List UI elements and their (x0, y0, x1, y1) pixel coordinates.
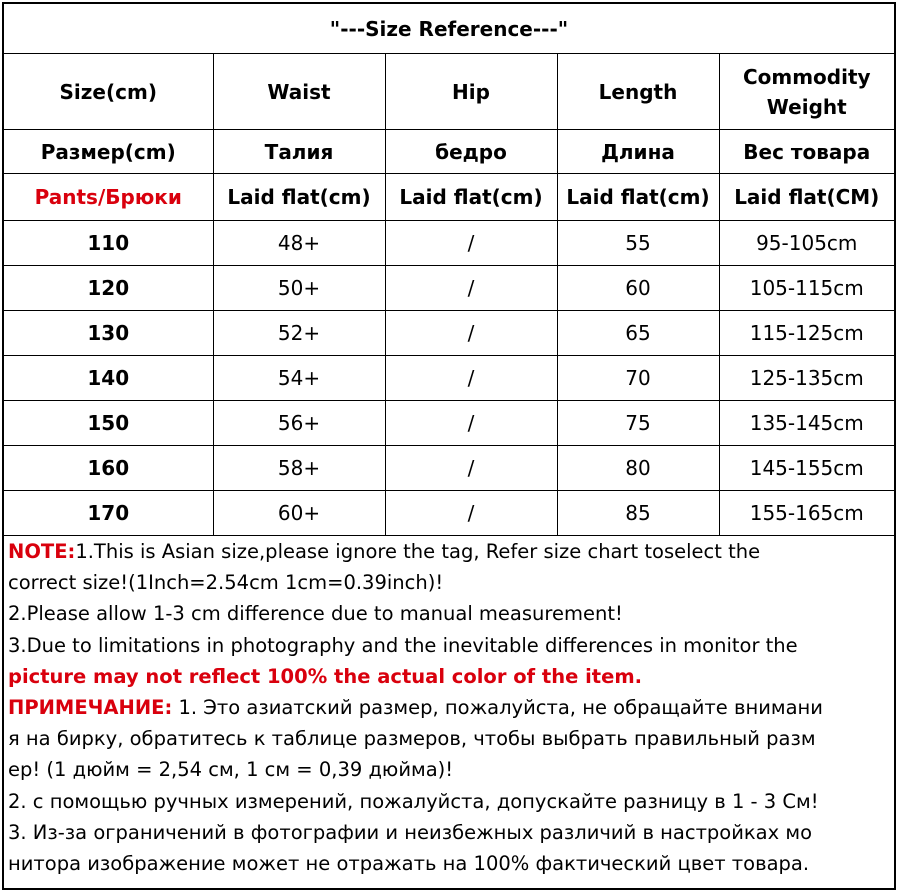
header-waist-ru: Талия (213, 130, 385, 174)
hip-cell: / (385, 401, 557, 446)
weight-measure-label: Laid flat(CM) (719, 174, 894, 221)
weight-cell: 125-135cm (719, 356, 894, 401)
size-cell: 170 (4, 491, 213, 536)
waist-cell: 50+ (213, 266, 385, 311)
waist-measure-label: Laid flat(cm) (213, 174, 385, 221)
note-line: я на бирку, обратитесь к таблице размеров, чтобы выбрать правильный разм (8, 727, 816, 751)
table-row (4, 356, 894, 401)
waist-cell: 48+ (213, 221, 385, 266)
waist-cell: 54+ (213, 356, 385, 401)
weight-cell: 155-165cm (719, 491, 894, 536)
weight-cell: 135-145cm (719, 401, 894, 446)
size-cell: 160 (4, 446, 213, 491)
waist-cell: 60+ (213, 491, 385, 536)
hip-cell: / (385, 311, 557, 356)
length-cell: 55 (557, 221, 719, 266)
size-cell: 120 (4, 266, 213, 311)
size-cell: 110 (4, 221, 213, 266)
table-row (4, 221, 894, 266)
note-line: 3.Due to limitations in photography and the inevitable differences in monitor the (8, 633, 798, 657)
waist-cell: 58+ (213, 446, 385, 491)
size-cell: 140 (4, 356, 213, 401)
note-line: 3. Из-за ограничений в фотографии и неизбежных различий в настройках мо (8, 820, 813, 844)
size-cell: 150 (4, 401, 213, 446)
length-measure-label: Laid flat(cm) (557, 174, 719, 221)
notes-section (8, 536, 890, 879)
length-cell: 75 (557, 401, 719, 446)
table-row (4, 311, 894, 356)
table-row (4, 491, 894, 536)
category-label: Pants/Брюки (4, 174, 213, 221)
note-highlight: picture may not reflect 100% the actual color of the item. (8, 664, 643, 688)
waist-cell: 52+ (213, 311, 385, 356)
hip-cell: / (385, 491, 557, 536)
length-cell: 65 (557, 311, 719, 356)
size-cell: 130 (4, 311, 213, 356)
header-hip: Hip (385, 54, 557, 130)
table-row (4, 446, 894, 491)
weight-cell: 105-115cm (719, 266, 894, 311)
length-cell: 60 (557, 266, 719, 311)
note-line: 2. с помощью ручных измерений, пожалуйста, допускайте разницу в 1 - 3 См! (8, 789, 819, 813)
table-row (4, 266, 894, 311)
note-line: 2.Please allow 1-3 cm difference due to manual measurement! (8, 602, 623, 626)
note-line (8, 692, 890, 723)
weight-cell: 95-105cm (719, 221, 894, 266)
header-waist: Waist (213, 54, 385, 130)
header-weight-ru: Вес товара (719, 130, 894, 174)
header-length: Length (557, 54, 719, 130)
header-size: Size(cm) (4, 54, 213, 130)
header-row-english (4, 54, 894, 130)
chart-title: "---Size Reference---" (4, 4, 894, 54)
hip-measure-label: Laid flat(cm) (385, 174, 557, 221)
note-line (8, 536, 890, 567)
hip-cell: / (385, 446, 557, 491)
waist-cell: 56+ (213, 401, 385, 446)
size-table (4, 54, 894, 536)
header-length-ru: Длина (557, 130, 719, 174)
header-size-ru: Размер(cm) (4, 130, 213, 174)
note-line: нитора изображение может не отражать на 100% фактический цвет товара. (8, 852, 810, 876)
table-row (4, 401, 894, 446)
note-text: 1.This is Asian size,please ignore the tag, Refer size chart toselect the (75, 540, 761, 563)
hip-cell: / (385, 266, 557, 311)
hip-cell: / (385, 221, 557, 266)
header-row-russian (4, 130, 894, 174)
header-hip-ru: бедро (385, 130, 557, 174)
size-chart (2, 2, 896, 890)
note-line-highlight (8, 661, 890, 692)
note-line: ер! (1 дюйм = 2,54 см, 1 см = 0,39 дюйма)! (8, 758, 454, 782)
note-label: NOTE: (8, 540, 76, 563)
length-cell: 70 (557, 356, 719, 401)
hip-cell: / (385, 356, 557, 401)
ru-note-label: ПРИМЕЧАНИЕ: (8, 696, 173, 720)
length-cell: 85 (557, 491, 719, 536)
header-row-measure (4, 174, 894, 221)
header-weight: Commodity Weight (719, 54, 894, 130)
note-text: 1. Это азиатский размер, пожалуйста, не обращайте внимани (172, 696, 823, 720)
length-cell: 80 (557, 446, 719, 491)
weight-cell: 145-155cm (719, 446, 894, 491)
note-line: correct size!(1Inch=2.54cm 1cm=0.39inch)! (8, 571, 444, 595)
weight-cell: 115-125cm (719, 311, 894, 356)
